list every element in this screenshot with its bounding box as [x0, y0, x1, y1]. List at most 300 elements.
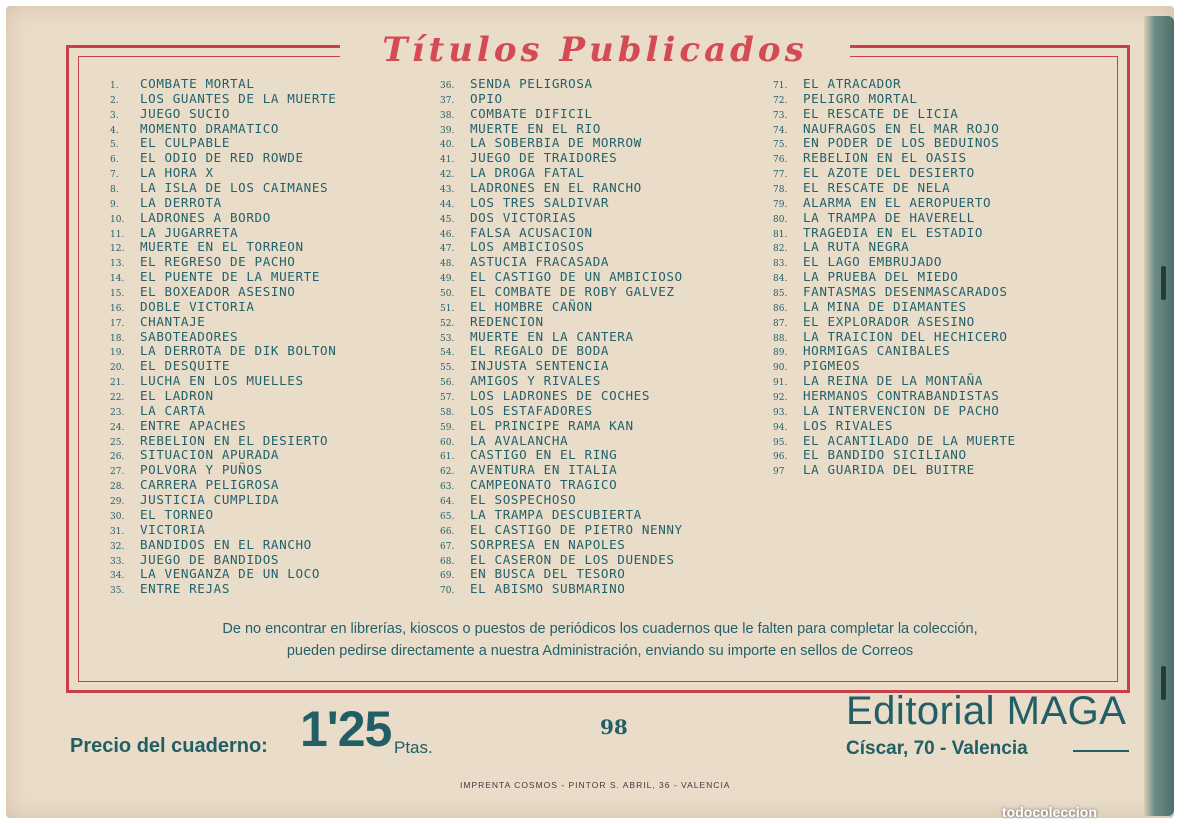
title-number: 97: [773, 467, 785, 478]
title-entry: [110, 91, 336, 106]
title-entry: [440, 269, 683, 284]
title-text: LA INTERVENCION DE PACHO: [803, 402, 1000, 418]
title-text: REBELION EN EL OASIS: [803, 150, 967, 166]
notice-line-1: De no encontrar en librerías, kioscos o puestos de periódicos los cuadernos que le falten para completar la colección,: [222, 621, 978, 637]
title-number: 38.: [440, 110, 455, 121]
title-text: EN BUSCA DEL TESORO: [470, 566, 626, 582]
title-number: 60.: [440, 437, 455, 448]
title-text: CASTIGO EN EL RING: [470, 447, 618, 463]
title-text: EL CULPABLE: [140, 135, 231, 151]
title-entry: [440, 299, 683, 314]
title-entry: [110, 403, 336, 418]
title-entry: [110, 150, 336, 165]
notice-line-2: pueden pedirse directamente a nuestra Administración, enviando su importe en sellos de Correos: [286, 643, 914, 659]
title-entry: [440, 462, 683, 477]
title-number: 86.: [773, 303, 788, 314]
title-entry: [773, 195, 1016, 210]
title-entry: [440, 358, 683, 373]
title-text: AMIGOS Y RIVALES: [470, 373, 601, 389]
title-text: TRAGEDIA EN EL ESTADIO: [803, 224, 984, 240]
title-text: LA TRAICION DEL HECHICERO: [803, 328, 1008, 344]
title-text: EL ODIO DE RED ROWDE: [140, 150, 304, 166]
title-entry: [773, 225, 1016, 240]
title-entry: [440, 447, 683, 462]
title-text: MUERTE EN EL TORREON: [140, 239, 304, 255]
title-text: REBELION EN EL DESIERTO: [140, 432, 329, 448]
title-text: HORMIGAS CANIBALES: [803, 343, 951, 359]
title-number: 54.: [440, 348, 455, 359]
title-entry: [773, 165, 1016, 180]
title-entry: [773, 106, 1016, 121]
title-text: EL CASTIGO DE UN AMBICIOSO: [470, 269, 683, 285]
title-number: 75.: [773, 140, 788, 151]
title-number: 3.: [110, 110, 119, 121]
title-entry: [773, 314, 1016, 329]
title-number: 25.: [110, 437, 125, 448]
title-text: LADRONES A BORDO: [140, 209, 271, 225]
title-text: EL COMBATE DE ROBY GALVEZ: [470, 284, 675, 300]
title-text: CARRERA PELIGROSA: [140, 477, 280, 493]
title-text: SORPRESA EN NAPOLES: [470, 536, 626, 552]
title-entry: [773, 433, 1016, 448]
title-number: 27.: [110, 467, 125, 478]
title-entry: [110, 477, 336, 492]
title-number: 33.: [110, 556, 125, 567]
title-text: LA ISLA DE LOS CAIMANES: [140, 180, 329, 196]
title-entry: [440, 418, 683, 433]
title-text: LA REINA DE LA MONTAÑA: [803, 373, 984, 389]
issue-number: 98: [600, 715, 628, 739]
title-text: CHANTAJE: [140, 313, 206, 329]
title-text: EL BANDIDO SICILIANO: [803, 447, 967, 463]
title-text: REDENCION: [470, 313, 544, 329]
title-number: 55.: [440, 363, 455, 374]
title-entry: [110, 388, 336, 403]
title-entry: [440, 343, 683, 358]
title-entry: [440, 507, 683, 522]
title-text: EL ABISMO SUBMARINO: [470, 581, 626, 597]
title-number: 46.: [440, 229, 455, 240]
title-text: EL CASERON DE LOS DUENDES: [470, 551, 675, 567]
title-number: 31.: [110, 526, 125, 537]
title-entry: [110, 121, 336, 136]
title-number: 21.: [110, 378, 125, 389]
title-text: MUERTE EN LA CANTERA: [470, 328, 634, 344]
title-number: 49.: [440, 274, 455, 285]
title-entry: [440, 433, 683, 448]
title-entry: [440, 76, 683, 91]
title-entry: [110, 552, 336, 567]
title-text: EN PODER DE LOS BEDUINOS: [803, 135, 1000, 151]
title-number: 20.: [110, 363, 125, 374]
title-number: 26.: [110, 452, 125, 463]
title-text: EL DESQUITE: [140, 358, 231, 374]
title-text: ASTUCIA FRACASADA: [470, 254, 610, 270]
title-text: JUEGO SUCIO: [140, 105, 231, 121]
title-number: 16.: [110, 303, 125, 314]
title-entry: [773, 269, 1016, 284]
title-text: FALSA ACUSACION: [470, 224, 593, 240]
title-text: LADRONES EN EL RANCHO: [470, 180, 642, 196]
title-text: LA HORA X: [140, 165, 214, 181]
title-number: 73.: [773, 110, 788, 121]
title-text: DOBLE VICTORIA: [140, 298, 255, 314]
title-entry: [440, 314, 683, 329]
title-number: 41.: [440, 155, 455, 166]
title-text: EL ACANTILADO DE LA MUERTE: [803, 432, 1016, 448]
title-entry: [440, 195, 683, 210]
title-number: 53.: [440, 333, 455, 344]
title-text: LA RUTA NEGRA: [803, 239, 910, 255]
title-entry: [773, 76, 1016, 91]
title-entry: [773, 210, 1016, 225]
title-number: 48.: [440, 259, 455, 270]
title-number: 1.: [110, 81, 119, 91]
title-number: 13.: [110, 259, 125, 270]
title-entry: [773, 403, 1016, 418]
title-entry: [110, 447, 336, 462]
titles-column-3: [773, 76, 1016, 477]
title-entry: [110, 254, 336, 269]
title-entry: [110, 492, 336, 507]
title-text: LA DERROTA: [140, 194, 222, 210]
title-entry: [773, 150, 1016, 165]
title-number: 56.: [440, 378, 455, 389]
title-entry: [440, 477, 683, 492]
title-text: LA GUARIDA DEL BUITRE: [803, 462, 975, 478]
title-entry: [440, 150, 683, 165]
title-text: SENDA PELIGROSA: [470, 76, 593, 91]
title-number: 35.: [110, 586, 125, 597]
title-number: 80.: [773, 214, 788, 225]
title-number: 62.: [440, 467, 455, 478]
title-entry: [110, 358, 336, 373]
title-number: 11.: [110, 229, 125, 240]
title-entry: [773, 91, 1016, 106]
title-number: 36.: [440, 81, 455, 91]
title-number: 24.: [110, 422, 125, 433]
title-text: LOS ESTAFADORES: [470, 402, 593, 418]
title-entry: [440, 254, 683, 269]
title-number: 72.: [773, 95, 788, 106]
title-number: 68.: [440, 556, 455, 567]
title-text: EL LAGO EMBRUJADO: [803, 254, 943, 270]
title-entry: [110, 433, 336, 448]
title-number: 17.: [110, 318, 125, 329]
title-number: 43.: [440, 185, 455, 196]
price-label: Precio del cuaderno:: [70, 735, 268, 757]
title-text: JUEGO DE TRAIDORES: [470, 150, 618, 166]
title-text: LA TRAMPA DE HAVERELL: [803, 209, 975, 225]
title-number: 76.: [773, 155, 788, 166]
title-entry: [110, 329, 336, 344]
title-text: EL RESCATE DE NELA: [803, 180, 951, 196]
title-number: 8.: [110, 185, 119, 196]
title-number: 58.: [440, 407, 455, 418]
title-entry: [440, 284, 683, 299]
title-number: 81.: [773, 229, 788, 240]
title-entry: [773, 239, 1016, 254]
title-entry: [110, 581, 336, 596]
title-entry: [440, 492, 683, 507]
title-text: EL RESCATE DE LICIA: [803, 105, 959, 121]
title-entry: [110, 507, 336, 522]
title-number: 42.: [440, 170, 455, 181]
title-entry: [773, 373, 1016, 388]
title-number: 37.: [440, 95, 455, 106]
printer-imprint: IMPRENTA COSMOS - PINTOR S. ABRIL, 36 - VALENCIA: [460, 780, 731, 790]
title-number: 45.: [440, 214, 455, 225]
title-number: 91.: [773, 378, 788, 389]
title-number: 67.: [440, 541, 455, 552]
title-number: 69.: [440, 571, 455, 582]
title-entry: [110, 106, 336, 121]
title-entry: [110, 269, 336, 284]
title-text: VICTORIA: [140, 521, 206, 537]
title-entry: [773, 388, 1016, 403]
title-text: EL ATRACADOR: [803, 76, 902, 91]
title-text: SABOTEADORES: [140, 328, 239, 344]
title-entry: [773, 329, 1016, 344]
title-text: EL CASTIGO DE PIETRO NENNY: [470, 521, 683, 537]
title-number: 77.: [773, 170, 788, 181]
title-number: 83.: [773, 259, 788, 270]
title-entry: [773, 121, 1016, 136]
title-entry: [440, 388, 683, 403]
title-number: 9.: [110, 199, 119, 210]
title-text: LA DROGA FATAL: [470, 165, 585, 181]
title-number: 19.: [110, 348, 125, 359]
title-number: 29.: [110, 497, 125, 508]
title-text: CAMPEONATO TRAGICO: [470, 477, 618, 493]
title-text: EL AZOTE DEL DESIERTO: [803, 165, 975, 181]
title-text: COMBATE MORTAL: [140, 76, 255, 91]
title-text: EL PRINCIPE RAMA KAN: [470, 417, 634, 433]
title-text: EL TORNEO: [140, 506, 214, 522]
order-notice: [120, 618, 1080, 662]
title-text: JUEGO DE BANDIDOS: [140, 551, 280, 567]
title-number: 64.: [440, 497, 455, 508]
title-text: EL REGRESO DE PACHO: [140, 254, 296, 270]
title-text: EL SOSPECHOSO: [470, 492, 577, 508]
title-number: 74.: [773, 125, 788, 136]
title-text: LA JUGARRETA: [140, 224, 239, 240]
title-text: LA DERROTA DE DIK BOLTON: [140, 343, 337, 359]
title-entry: [440, 581, 683, 596]
title-text: LA MINA DE DIAMANTES: [803, 298, 967, 314]
title-text: NAUFRAGOS EN EL MAR ROJO: [803, 120, 1000, 136]
title-entry: [110, 522, 336, 537]
title-entry: [773, 447, 1016, 462]
title-number: 59.: [440, 422, 455, 433]
title-entry: [110, 373, 336, 388]
title-text: LOS GUANTES DE LA MUERTE: [140, 90, 337, 106]
titles-column-2: [440, 76, 683, 596]
title-entry: [773, 135, 1016, 150]
staple-top: [1161, 266, 1166, 300]
title-number: 85.: [773, 289, 788, 300]
title-entry: [773, 343, 1016, 358]
title-text: BANDIDOS EN EL RANCHO: [140, 536, 312, 552]
title-number: 70.: [440, 586, 455, 597]
title-text: INJUSTA SENTENCIA: [470, 358, 610, 374]
title-number: 51.: [440, 303, 455, 314]
title-text: HERMANOS CONTRABANDISTAS: [803, 388, 1000, 404]
title-text: SITUACION APURADA: [140, 447, 280, 463]
title-number: 57.: [440, 393, 455, 404]
address-rule: [1073, 750, 1129, 752]
title-entry: [110, 299, 336, 314]
title-text: EL REGALO DE BODA: [470, 343, 610, 359]
title-text: DOS VICTORIAS: [470, 209, 577, 225]
title-entry: [110, 195, 336, 210]
title-number: 78.: [773, 185, 788, 196]
title-entry: [440, 552, 683, 567]
title-entry: [110, 180, 336, 195]
title-text: PIGMEOS: [803, 358, 861, 374]
title-number: 28.: [110, 482, 125, 493]
title-text: LUCHA EN LOS MUELLES: [140, 373, 304, 389]
title-text: POLVORA Y PUÑOS: [140, 462, 263, 478]
title-entry: [440, 106, 683, 121]
title-entry: [110, 566, 336, 581]
title-entry: [440, 91, 683, 106]
title-text: LA SOBERBIA DE MORROW: [470, 135, 642, 151]
title-entry: [440, 121, 683, 136]
staple-bottom: [1161, 666, 1166, 700]
title-number: 71.: [773, 81, 788, 91]
title-entry: [440, 225, 683, 240]
title-number: 7.: [110, 170, 119, 181]
title-text: EL HOMBRE CAÑON: [470, 298, 593, 314]
title-number: 47.: [440, 244, 455, 255]
title-number: 40.: [440, 140, 455, 151]
title-entry: [440, 239, 683, 254]
title-entry: [110, 225, 336, 240]
title-number: 79.: [773, 199, 788, 210]
title-number: 23.: [110, 407, 125, 418]
title-number: 6.: [110, 155, 119, 166]
title-number: 5.: [110, 140, 119, 151]
title-entry: [440, 537, 683, 552]
titles-column-1: [110, 76, 336, 596]
title-entry: [440, 165, 683, 180]
title-number: 32.: [110, 541, 125, 552]
title-text: LOS TRES SALDIVAR: [470, 194, 610, 210]
title-entry: [440, 135, 683, 150]
publisher-address: Císcar, 70 - Valencia: [846, 738, 1028, 759]
title-number: 82.: [773, 244, 788, 255]
title-entry: [110, 343, 336, 358]
title-text: FANTASMAS DESENMASCARADOS: [803, 284, 1008, 300]
title-number: 2.: [110, 95, 119, 106]
title-entry: [440, 210, 683, 225]
title-text: LA AVALANCHA: [470, 432, 569, 448]
title-text: LA PRUEBA DEL MIEDO: [803, 269, 959, 285]
title-number: 18.: [110, 333, 125, 344]
title-entry: [110, 165, 336, 180]
title-entry: [440, 522, 683, 537]
title-number: 44.: [440, 199, 455, 210]
title-text: LOS AMBICIOSOS: [470, 239, 585, 255]
page-title: Títulos Publicados: [382, 30, 808, 70]
title-number: 92.: [773, 393, 788, 404]
title-text: COMBATE DIFICIL: [470, 105, 593, 121]
title-entry: [773, 418, 1016, 433]
title-number: 66.: [440, 526, 455, 537]
title-text: LOS LADRONES DE COCHES: [470, 388, 651, 404]
title-text: PELIGRO MORTAL: [803, 90, 918, 106]
title-entry: [773, 254, 1016, 269]
title-entry: [110, 314, 336, 329]
title-entry: [440, 180, 683, 195]
title-text: MUERTE EN EL RIO: [470, 120, 601, 136]
title-entry: [773, 284, 1016, 299]
title-number: 95.: [773, 437, 788, 448]
cover-spine: [1144, 16, 1174, 816]
title-number: 50.: [440, 289, 455, 300]
title-number: 89.: [773, 348, 788, 359]
title-number: 94.: [773, 422, 788, 433]
title-text: LA TRAMPA DESCUBIERTA: [470, 506, 642, 522]
title-number: 88.: [773, 333, 788, 344]
title-entry: [110, 135, 336, 150]
title-text: EL BOXEADOR ASESINO: [140, 284, 296, 300]
title-number: 61.: [440, 452, 455, 463]
title-number: 10.: [110, 214, 125, 225]
title-text: LA CARTA: [140, 402, 206, 418]
title-entry: [110, 462, 336, 477]
title-number: 87.: [773, 318, 788, 329]
title-entry: [110, 76, 336, 91]
title-entry: [110, 284, 336, 299]
title-number: 63.: [440, 482, 455, 493]
title-text: JUSTICIA CUMPLIDA: [140, 492, 280, 508]
title-number: 39.: [440, 125, 455, 136]
title-text: EL EXPLORADOR ASESINO: [803, 313, 975, 329]
title-entry: [110, 537, 336, 552]
title-text: LOS RIVALES: [803, 417, 894, 433]
title-number: 14.: [110, 274, 125, 285]
title-text: AVENTURA EN ITALIA: [470, 462, 618, 478]
title-number: 96.: [773, 452, 788, 463]
title-entry: [440, 373, 683, 388]
title-entry: [773, 180, 1016, 195]
title-number: 52.: [440, 318, 455, 329]
title-entry: [110, 210, 336, 225]
title-number: 34.: [110, 571, 125, 582]
title-text: OPIO: [470, 90, 503, 106]
title-number: 65.: [440, 511, 455, 522]
title-number: 15.: [110, 289, 125, 300]
title-number: 22.: [110, 393, 125, 404]
title-text: ALARMA EN EL AEROPUERTO: [803, 194, 992, 210]
title-number: 30.: [110, 511, 125, 522]
watermark: todocoleccion: [1002, 804, 1097, 820]
title-number: 4.: [110, 125, 119, 136]
publisher-name: Editorial MAGA: [846, 689, 1127, 733]
title-entry: [440, 403, 683, 418]
title-entry: [110, 418, 336, 433]
title-band: [340, 30, 850, 70]
title-number: 84.: [773, 274, 788, 285]
title-entry: [773, 358, 1016, 373]
title-number: 90.: [773, 363, 788, 374]
title-entry: [440, 566, 683, 581]
title-entry: [773, 462, 1016, 477]
title-text: ENTRE APACHES: [140, 417, 247, 433]
title-text: MOMENTO DRAMATICO: [140, 120, 280, 136]
